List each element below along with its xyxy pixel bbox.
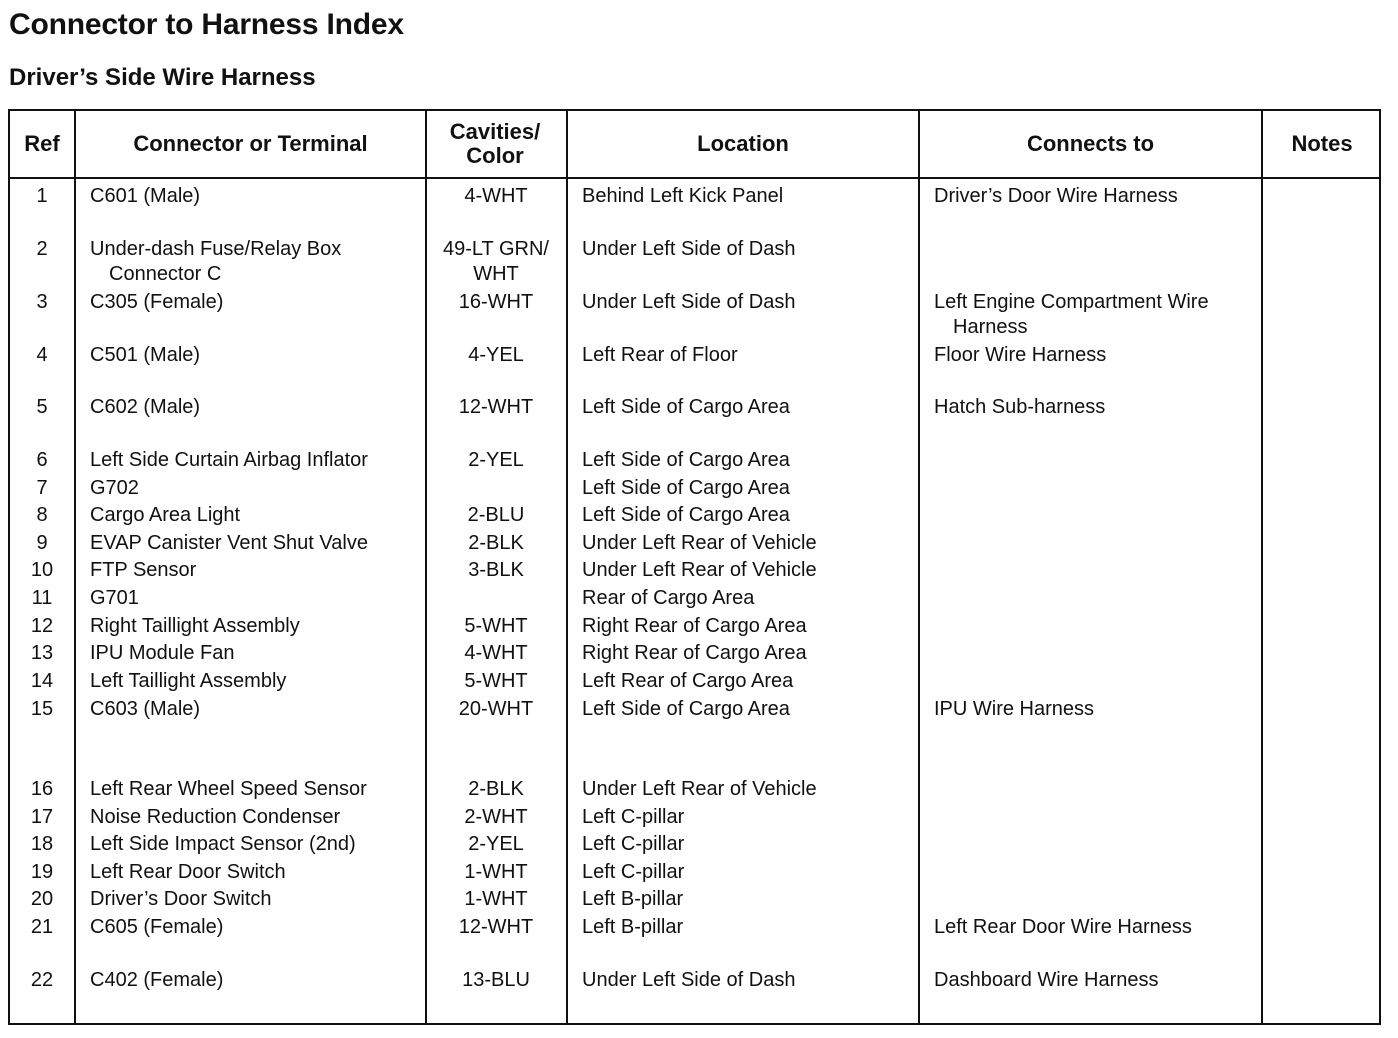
section-subtitle: Driver’s Side Wire Harness bbox=[9, 64, 316, 91]
row-cavities: 20-WHT bbox=[458, 698, 534, 720]
row-connector: C305 (Female) bbox=[90, 291, 224, 313]
column-divider bbox=[74, 111, 76, 1023]
row-cavities: 5-WHT bbox=[464, 615, 528, 637]
row-ref: 20 bbox=[30, 888, 54, 910]
row-location: Left C-pillar bbox=[582, 806, 685, 828]
row-ref: 14 bbox=[30, 670, 54, 692]
row-cavities: 3-BLK bbox=[468, 559, 524, 581]
row-location: Under Left Rear of Vehicle bbox=[582, 778, 817, 800]
harness-index-table bbox=[8, 109, 1381, 1025]
row-ref: 6 bbox=[36, 449, 48, 471]
row-ref: 9 bbox=[36, 532, 48, 554]
row-ref: 2 bbox=[36, 238, 48, 260]
row-location: Left C-pillar bbox=[582, 861, 685, 883]
row-cavities: 2-WHT bbox=[464, 806, 528, 828]
row-location: Under Left Side of Dash bbox=[582, 969, 796, 991]
row-location: Right Rear of Cargo Area bbox=[582, 615, 807, 637]
row-location: Under Left Side of Dash bbox=[582, 291, 796, 313]
row-connects-to: Dashboard Wire Harness bbox=[934, 969, 1159, 991]
row-connector: Left Rear Wheel Speed Sensor bbox=[90, 778, 367, 800]
row-ref: 12 bbox=[30, 615, 54, 637]
row-connector: C602 (Male) bbox=[90, 396, 201, 418]
column-header-connector: Connector or Terminal bbox=[133, 131, 368, 156]
row-location: Left Side of Cargo Area bbox=[582, 477, 790, 499]
row-connects-to: Driver’s Door Wire Harness bbox=[934, 185, 1178, 207]
row-connector: Cargo Area Light bbox=[90, 504, 241, 526]
row-connector: C603 (Male) bbox=[90, 698, 201, 720]
row-connector: G701 bbox=[90, 587, 139, 609]
row-ref: 13 bbox=[30, 642, 54, 664]
row-connector: IPU Module Fan bbox=[90, 642, 235, 664]
row-connector: EVAP Canister Vent Shut Valve bbox=[90, 532, 368, 554]
row-ref: 10 bbox=[30, 559, 54, 581]
row-ref: 18 bbox=[30, 833, 54, 855]
column-header-location: Location bbox=[697, 131, 789, 156]
row-cavities: 49-LT GRN/ bbox=[443, 238, 549, 260]
row-cavities: 2-YEL bbox=[468, 449, 524, 471]
row-location: Left Side of Cargo Area bbox=[582, 504, 790, 526]
row-ref: 1 bbox=[36, 185, 48, 207]
row-location: Left Side of Cargo Area bbox=[582, 698, 790, 720]
row-location: Left Rear of Cargo Area bbox=[582, 670, 794, 692]
page-title: Connector to Harness Index bbox=[9, 8, 404, 41]
row-connector: Under-dash Fuse/Relay Box bbox=[90, 238, 342, 260]
row-cavities: 13-BLU bbox=[462, 969, 530, 991]
row-cavities-continued: WHT bbox=[473, 263, 519, 285]
row-connector: C501 (Male) bbox=[90, 344, 201, 366]
row-location: Left Side of Cargo Area bbox=[582, 449, 790, 471]
row-cavities: 4-WHT bbox=[464, 185, 528, 207]
column-header-connects-to: Connects to bbox=[1026, 131, 1155, 156]
row-cavities: 12-WHT bbox=[458, 916, 534, 938]
row-connector: Driver’s Door Switch bbox=[90, 888, 272, 910]
row-cavities: 2-BLK bbox=[468, 532, 524, 554]
row-connector: Left Rear Door Switch bbox=[90, 861, 286, 883]
row-connects-to: IPU Wire Harness bbox=[934, 698, 1095, 720]
row-cavities: 12-WHT bbox=[458, 396, 534, 418]
column-header-ref: Ref bbox=[24, 131, 60, 156]
row-location: Under Left Rear of Vehicle bbox=[582, 532, 817, 554]
row-ref: 21 bbox=[30, 916, 54, 938]
column-divider bbox=[1261, 111, 1263, 1023]
row-cavities: 2-BLU bbox=[467, 504, 525, 526]
row-connector: G702 bbox=[90, 477, 139, 499]
row-cavities: 4-WHT bbox=[464, 642, 528, 664]
row-ref: 3 bbox=[36, 291, 48, 313]
row-connector: Left Side Curtain Airbag Inflator bbox=[90, 449, 368, 471]
row-connector: FTP Sensor bbox=[90, 559, 197, 581]
row-ref: 5 bbox=[36, 396, 48, 418]
row-connects-to: Left Engine Compartment Wire bbox=[934, 291, 1209, 313]
row-location: Left C-pillar bbox=[582, 833, 685, 855]
row-ref: 11 bbox=[31, 587, 53, 609]
row-connects-to-continued: Harness bbox=[953, 316, 1028, 338]
row-connector-continued: Connector C bbox=[109, 263, 222, 285]
column-header-cavities: Cavities/ Color bbox=[449, 119, 541, 168]
row-connector: Noise Reduction Condenser bbox=[90, 806, 341, 828]
row-location: Left B-pillar bbox=[582, 888, 684, 910]
column-header-notes: Notes bbox=[1291, 131, 1353, 156]
row-ref: 8 bbox=[36, 504, 48, 526]
row-ref: 7 bbox=[36, 477, 48, 499]
row-cavities: 2-BLK bbox=[468, 778, 524, 800]
header-divider bbox=[10, 177, 1379, 179]
row-ref: 22 bbox=[30, 969, 54, 991]
row-location: Under Left Side of Dash bbox=[582, 238, 796, 260]
row-location: Left Rear of Floor bbox=[582, 344, 738, 366]
row-cavities: 1-WHT bbox=[464, 861, 528, 883]
row-location: Right Rear of Cargo Area bbox=[582, 642, 807, 664]
row-ref: 19 bbox=[30, 861, 54, 883]
row-location: Rear of Cargo Area bbox=[582, 587, 755, 609]
row-location: Behind Left Kick Panel bbox=[582, 185, 784, 207]
row-cavities: 2-YEL bbox=[468, 833, 524, 855]
row-cavities: 16-WHT bbox=[458, 291, 534, 313]
row-location: Left B-pillar bbox=[582, 916, 684, 938]
column-divider bbox=[566, 111, 568, 1023]
row-connector: C601 (Male) bbox=[90, 185, 201, 207]
row-location: Left Side of Cargo Area bbox=[582, 396, 790, 418]
row-connector: C605 (Female) bbox=[90, 916, 224, 938]
row-connector: Right Taillight Assembly bbox=[90, 615, 300, 637]
row-connects-to: Left Rear Door Wire Harness bbox=[934, 916, 1192, 938]
row-connects-to: Hatch Sub-harness bbox=[934, 396, 1106, 418]
row-cavities: 1-WHT bbox=[464, 888, 528, 910]
row-ref: 16 bbox=[30, 778, 54, 800]
row-ref: 4 bbox=[36, 344, 48, 366]
row-ref: 15 bbox=[30, 698, 54, 720]
row-connector: C402 (Female) bbox=[90, 969, 224, 991]
column-divider bbox=[918, 111, 920, 1023]
row-connects-to: Floor Wire Harness bbox=[934, 344, 1107, 366]
row-connector: Left Side Impact Sensor (2nd) bbox=[90, 833, 356, 855]
row-connector: Left Taillight Assembly bbox=[90, 670, 287, 692]
row-cavities: 5-WHT bbox=[464, 670, 528, 692]
row-location: Under Left Rear of Vehicle bbox=[582, 559, 817, 581]
row-ref: 17 bbox=[30, 806, 54, 828]
row-cavities: 4-YEL bbox=[468, 344, 524, 366]
